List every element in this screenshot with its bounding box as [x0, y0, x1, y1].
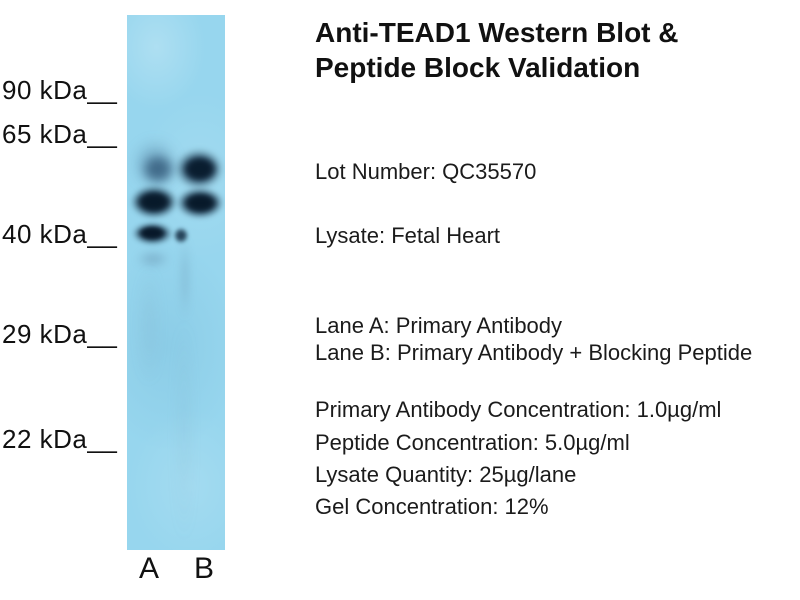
lot-number-text: Lot Number: QC35570: [315, 159, 537, 184]
lane-b-mid-core: [182, 193, 219, 213]
lane-b-upper-core: [182, 156, 218, 182]
lane-a-faint-smudge: [136, 250, 170, 268]
marker-22kda: 22 kDa__: [2, 424, 118, 454]
lane-b-description: Lane B: Primary Antibody + Blocking Peptide: [315, 340, 753, 365]
lane-b-faint-tail: [177, 315, 191, 545]
lane-a-description: Lane A: Primary Antibody: [315, 313, 563, 338]
primary-antibody-concentration-text: Primary Antibody Concentration: 1.0µg/ml: [315, 397, 722, 422]
lane-a-upper-band: [140, 153, 177, 186]
lane-a-label: A: [139, 552, 160, 585]
figure-title-line2: Peptide Block Validation: [315, 52, 641, 83]
lane-a-lower-core: [137, 226, 167, 240]
marker-90kda: 90 kDa__: [2, 75, 118, 105]
gel-concentration-text: Gel Concentration: 12%: [315, 494, 549, 519]
lane-b-faint-streak: [180, 235, 190, 320]
marker-29kda: 29 kDa__: [2, 319, 118, 349]
lysate-quantity-text: Lysate Quantity: 25µg/lane: [315, 462, 577, 487]
lane-a-mid-core: [135, 191, 173, 213]
lane-b-label: B: [194, 552, 215, 585]
figure-title-line1: Anti-TEAD1 Western Blot &: [315, 17, 679, 48]
marker-40kda: 40 kDa__: [2, 219, 118, 249]
lysate-text: Lysate: Fetal Heart: [315, 223, 501, 248]
marker-65kda: 65 kDa__: [2, 119, 118, 149]
blot-membrane-image: [127, 15, 225, 550]
lane-a-faint-tail: [139, 265, 159, 385]
peptide-concentration-text: Peptide Concentration: 5.0µg/ml: [315, 430, 630, 455]
